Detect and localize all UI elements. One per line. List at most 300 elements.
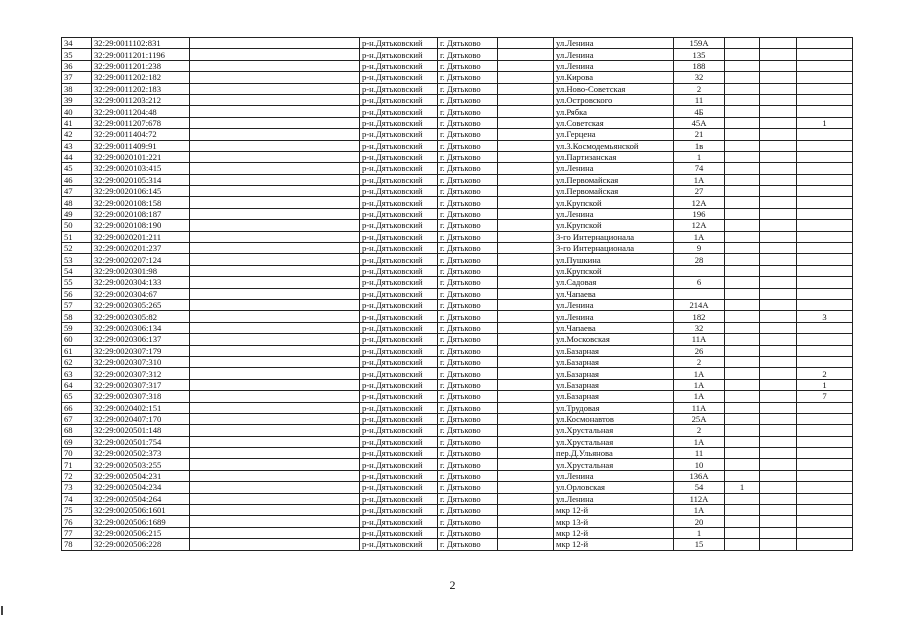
district-cell: р-н.Дятьковский bbox=[360, 129, 438, 140]
district-cell: р-н.Дятьковский bbox=[360, 436, 438, 447]
blank-cell-cell bbox=[498, 448, 554, 459]
street-cell: ул.Базарная bbox=[554, 368, 674, 379]
house-number-cell: 28 bbox=[674, 254, 725, 265]
blank-cell-cell bbox=[190, 459, 360, 470]
extra-cell-cell bbox=[725, 197, 760, 208]
blank-cell-cell bbox=[190, 391, 360, 402]
extra-cell-cell bbox=[725, 391, 760, 402]
street-cell: мкр 12-й bbox=[554, 527, 674, 538]
cadastral-number-cell: 32:29:0011202:183 bbox=[92, 83, 190, 94]
city-cell: г. Дятьково bbox=[438, 402, 498, 413]
district-cell: р-н.Дятьковский bbox=[360, 505, 438, 516]
extra-cell-cell bbox=[760, 208, 797, 219]
extra-cell-cell bbox=[725, 72, 760, 83]
blank-cell-cell bbox=[498, 539, 554, 550]
house-number-cell: 135 bbox=[674, 49, 725, 60]
house-number-cell: 196 bbox=[674, 208, 725, 219]
table-row bbox=[62, 288, 853, 299]
cadastral-number-cell: 32:29:0020207:124 bbox=[92, 254, 190, 265]
district-cell: р-н.Дятьковский bbox=[360, 311, 438, 322]
city-cell: г. Дятьково bbox=[438, 106, 498, 117]
city-cell: г. Дятьково bbox=[438, 539, 498, 550]
extra-cell-cell bbox=[760, 391, 797, 402]
cadastral-number-cell: 32:29:0020305:82 bbox=[92, 311, 190, 322]
extra-cell-cell bbox=[760, 470, 797, 481]
extra-cell-cell bbox=[725, 129, 760, 140]
extra-cell-cell bbox=[797, 539, 853, 550]
extra-cell-cell bbox=[797, 197, 853, 208]
city-cell: г. Дятьково bbox=[438, 470, 498, 481]
blank-cell-cell bbox=[498, 265, 554, 276]
table-row bbox=[62, 254, 853, 265]
extra-cell-cell bbox=[725, 208, 760, 219]
table-row bbox=[62, 345, 853, 356]
row-number-cell: 77 bbox=[62, 527, 92, 538]
table-row bbox=[62, 368, 853, 379]
extra-cell-cell bbox=[725, 402, 760, 413]
extra-cell-cell bbox=[797, 436, 853, 447]
cadastral-number-cell: 32:29:0020501:754 bbox=[92, 436, 190, 447]
house-number-cell: 21 bbox=[674, 129, 725, 140]
blank-cell-cell bbox=[190, 345, 360, 356]
cadastral-number-cell: 32:29:0020101:221 bbox=[92, 151, 190, 162]
cadastral-number-cell: 32:29:0020305:265 bbox=[92, 299, 190, 310]
cadastral-number-cell: 32:29:0020108:158 bbox=[92, 197, 190, 208]
district-cell: р-н.Дятьковский bbox=[360, 72, 438, 83]
city-cell: г. Дятьково bbox=[438, 94, 498, 105]
extra-cell-cell bbox=[797, 482, 853, 493]
row-number-cell: 36 bbox=[62, 60, 92, 71]
table-row bbox=[62, 299, 853, 310]
extra-cell-cell: 7 bbox=[797, 391, 853, 402]
extra-cell-cell bbox=[725, 345, 760, 356]
row-number-cell: 56 bbox=[62, 288, 92, 299]
extra-cell-cell bbox=[797, 334, 853, 345]
street-cell: ул.Кирова bbox=[554, 72, 674, 83]
blank-cell-cell bbox=[190, 311, 360, 322]
row-number-cell: 52 bbox=[62, 243, 92, 254]
district-cell: р-н.Дятьковский bbox=[360, 413, 438, 424]
table-row bbox=[62, 493, 853, 504]
house-number-cell: 214А bbox=[674, 299, 725, 310]
street-cell: ул.Ленина bbox=[554, 163, 674, 174]
house-number-cell: 2 bbox=[674, 83, 725, 94]
street-cell: ул.Ленина bbox=[554, 299, 674, 310]
extra-cell-cell bbox=[797, 505, 853, 516]
cadastral-number-cell: 32:29:0020506:215 bbox=[92, 527, 190, 538]
blank-cell-cell bbox=[190, 334, 360, 345]
table-row bbox=[62, 231, 853, 242]
cadastral-number-cell: 32:29:0011207:678 bbox=[92, 117, 190, 128]
table-row bbox=[62, 106, 853, 117]
cadastral-number-cell: 32:29:0020504:264 bbox=[92, 493, 190, 504]
street-cell: ул.Базарная bbox=[554, 356, 674, 367]
district-cell: р-н.Дятьковский bbox=[360, 345, 438, 356]
extra-cell-cell bbox=[725, 220, 760, 231]
row-number-cell: 62 bbox=[62, 356, 92, 367]
blank-cell-cell bbox=[190, 277, 360, 288]
street-cell: ул.Партизанская bbox=[554, 151, 674, 162]
blank-cell-cell bbox=[190, 151, 360, 162]
extra-cell-cell bbox=[725, 470, 760, 481]
cadastral-number-cell: 32:29:0020502:373 bbox=[92, 448, 190, 459]
table-row bbox=[62, 413, 853, 424]
cadastral-number-cell: 32:29:0020506:228 bbox=[92, 539, 190, 550]
extra-cell-cell bbox=[725, 459, 760, 470]
table-row bbox=[62, 83, 853, 94]
city-cell: г. Дятьково bbox=[438, 83, 498, 94]
cadastral-number-cell: 32:29:0020307:310 bbox=[92, 356, 190, 367]
row-number-cell: 59 bbox=[62, 322, 92, 333]
house-number-cell: 15 bbox=[674, 539, 725, 550]
cadastral-number-cell: 32:29:0020108:187 bbox=[92, 208, 190, 219]
blank-cell-cell bbox=[190, 368, 360, 379]
row-number-cell: 68 bbox=[62, 425, 92, 436]
street-cell: мкр 12-й bbox=[554, 539, 674, 550]
city-cell: г. Дятьково bbox=[438, 299, 498, 310]
table-row bbox=[62, 277, 853, 288]
blank-cell-cell bbox=[498, 174, 554, 185]
city-cell: г. Дятьково bbox=[438, 425, 498, 436]
district-cell: р-н.Дятьковский bbox=[360, 197, 438, 208]
extra-cell-cell bbox=[797, 299, 853, 310]
row-number-cell: 75 bbox=[62, 505, 92, 516]
city-cell: г. Дятьково bbox=[438, 243, 498, 254]
city-cell: г. Дятьково bbox=[438, 38, 498, 49]
house-number-cell: 9 bbox=[674, 243, 725, 254]
extra-cell-cell bbox=[725, 163, 760, 174]
street-cell: ул.Первомайская bbox=[554, 174, 674, 185]
extra-cell-cell bbox=[797, 83, 853, 94]
house-number-cell: 1А bbox=[674, 174, 725, 185]
row-number-cell: 51 bbox=[62, 231, 92, 242]
house-number-cell: 12А bbox=[674, 197, 725, 208]
row-number-cell: 42 bbox=[62, 129, 92, 140]
table-row bbox=[62, 356, 853, 367]
row-number-cell: 49 bbox=[62, 208, 92, 219]
city-cell: г. Дятьково bbox=[438, 334, 498, 345]
extra-cell-cell bbox=[760, 311, 797, 322]
extra-cell-cell bbox=[725, 505, 760, 516]
row-number-cell: 35 bbox=[62, 49, 92, 60]
house-number-cell: 4Б bbox=[674, 106, 725, 117]
street-cell: ул.Трудовая bbox=[554, 402, 674, 413]
table-row bbox=[62, 379, 853, 390]
blank-cell-cell bbox=[190, 197, 360, 208]
blank-cell-cell bbox=[190, 516, 360, 527]
row-number-cell: 47 bbox=[62, 186, 92, 197]
city-cell: г. Дятьково bbox=[438, 163, 498, 174]
blank-cell-cell bbox=[498, 459, 554, 470]
blank-cell-cell bbox=[498, 425, 554, 436]
street-cell: ул.Ленина bbox=[554, 470, 674, 481]
row-number-cell: 58 bbox=[62, 311, 92, 322]
extra-cell-cell bbox=[760, 379, 797, 390]
extra-cell-cell bbox=[725, 516, 760, 527]
street-cell: мкр 13-й bbox=[554, 516, 674, 527]
extra-cell-cell bbox=[797, 470, 853, 481]
cadastral-number-cell: 32:29:0020304:67 bbox=[92, 288, 190, 299]
table-row bbox=[62, 482, 853, 493]
extra-cell-cell bbox=[760, 539, 797, 550]
table-row bbox=[62, 72, 853, 83]
city-cell: г. Дятьково bbox=[438, 186, 498, 197]
cadastral-number-cell: 32:29:0011204:48 bbox=[92, 106, 190, 117]
blank-cell-cell bbox=[190, 482, 360, 493]
extra-cell-cell bbox=[797, 265, 853, 276]
house-number-cell: 1 bbox=[674, 151, 725, 162]
row-number-cell: 41 bbox=[62, 117, 92, 128]
district-cell: р-н.Дятьковский bbox=[360, 231, 438, 242]
district-cell: р-н.Дятьковский bbox=[360, 186, 438, 197]
row-number-cell: 69 bbox=[62, 436, 92, 447]
extra-cell-cell bbox=[760, 516, 797, 527]
district-cell: р-н.Дятьковский bbox=[360, 265, 438, 276]
table-row bbox=[62, 186, 853, 197]
blank-cell-cell bbox=[498, 379, 554, 390]
row-number-cell: 67 bbox=[62, 413, 92, 424]
extra-cell-cell bbox=[725, 527, 760, 538]
blank-cell-cell bbox=[498, 140, 554, 151]
extra-cell-cell bbox=[760, 60, 797, 71]
cadastral-number-cell: 32:29:0020306:134 bbox=[92, 322, 190, 333]
extra-cell-cell bbox=[725, 436, 760, 447]
extra-cell-cell bbox=[725, 38, 760, 49]
extra-cell-cell bbox=[797, 140, 853, 151]
district-cell: р-н.Дятьковский bbox=[360, 482, 438, 493]
city-cell: г. Дятьково bbox=[438, 140, 498, 151]
house-number-cell bbox=[674, 288, 725, 299]
city-cell: г. Дятьково bbox=[438, 60, 498, 71]
table-row bbox=[62, 436, 853, 447]
table-row bbox=[62, 140, 853, 151]
extra-cell-cell bbox=[797, 322, 853, 333]
extra-cell-cell bbox=[797, 174, 853, 185]
city-cell: г. Дятьково bbox=[438, 493, 498, 504]
extra-cell-cell bbox=[725, 186, 760, 197]
row-number-cell: 54 bbox=[62, 265, 92, 276]
city-cell: г. Дятьково bbox=[438, 72, 498, 83]
district-cell: р-н.Дятьковский bbox=[360, 163, 438, 174]
extra-cell-cell bbox=[797, 151, 853, 162]
blank-cell-cell bbox=[498, 322, 554, 333]
district-cell: р-н.Дятьковский bbox=[360, 49, 438, 60]
street-cell: ул.Герцена bbox=[554, 129, 674, 140]
cadastral-number-cell: 32:29:0020306:137 bbox=[92, 334, 190, 345]
extra-cell-cell bbox=[760, 288, 797, 299]
blank-cell-cell bbox=[190, 527, 360, 538]
district-cell: р-н.Дятьковский bbox=[360, 208, 438, 219]
row-number-cell: 70 bbox=[62, 448, 92, 459]
table-row bbox=[62, 49, 853, 60]
blank-cell-cell bbox=[190, 413, 360, 424]
street-cell: ул.Ленина bbox=[554, 208, 674, 219]
blank-cell-cell bbox=[498, 60, 554, 71]
row-number-cell: 34 bbox=[62, 38, 92, 49]
extra-cell-cell bbox=[760, 299, 797, 310]
house-number-cell: 12А bbox=[674, 220, 725, 231]
extra-cell-cell bbox=[725, 49, 760, 60]
extra-cell-cell bbox=[725, 243, 760, 254]
street-cell: мкр 12-й bbox=[554, 505, 674, 516]
cadastral-number-cell: 32:29:0011404:72 bbox=[92, 129, 190, 140]
extra-cell-cell bbox=[760, 231, 797, 242]
extra-cell-cell bbox=[725, 277, 760, 288]
extra-cell-cell bbox=[760, 482, 797, 493]
extra-cell-cell bbox=[797, 186, 853, 197]
extra-cell-cell bbox=[760, 94, 797, 105]
city-cell: г. Дятьково bbox=[438, 413, 498, 424]
table-row bbox=[62, 38, 853, 49]
street-cell: ул.Крупской bbox=[554, 197, 674, 208]
table-row bbox=[62, 459, 853, 470]
city-cell: г. Дятьково bbox=[438, 254, 498, 265]
cadastral-number-cell: 32:29:0020504:234 bbox=[92, 482, 190, 493]
blank-cell-cell bbox=[498, 402, 554, 413]
cadastral-number-cell: 32:29:0020501:148 bbox=[92, 425, 190, 436]
blank-cell-cell bbox=[498, 288, 554, 299]
district-cell: р-н.Дятьковский bbox=[360, 470, 438, 481]
row-number-cell: 46 bbox=[62, 174, 92, 185]
extra-cell-cell bbox=[760, 220, 797, 231]
city-cell: г. Дятьково bbox=[438, 516, 498, 527]
table-row bbox=[62, 322, 853, 333]
city-cell: г. Дятьково bbox=[438, 265, 498, 276]
extra-cell-cell bbox=[760, 243, 797, 254]
blank-cell-cell bbox=[498, 311, 554, 322]
row-number-cell: 48 bbox=[62, 197, 92, 208]
house-number-cell: 1А bbox=[674, 231, 725, 242]
blank-cell-cell bbox=[190, 231, 360, 242]
cadastral-number-cell: 32:29:0011201:1196 bbox=[92, 49, 190, 60]
street-cell: ул.Московская bbox=[554, 334, 674, 345]
table-row bbox=[62, 516, 853, 527]
blank-cell-cell bbox=[498, 220, 554, 231]
row-number-cell: 38 bbox=[62, 83, 92, 94]
house-number-cell: 26 bbox=[674, 345, 725, 356]
district-cell: р-н.Дятьковский bbox=[360, 106, 438, 117]
district-cell: р-н.Дятьковский bbox=[360, 459, 438, 470]
house-number-cell: 1 bbox=[674, 527, 725, 538]
city-cell: г. Дятьково bbox=[438, 505, 498, 516]
cadastral-number-cell: 32:29:0020506:1689 bbox=[92, 516, 190, 527]
row-number-cell: 37 bbox=[62, 72, 92, 83]
blank-cell-cell bbox=[498, 277, 554, 288]
extra-cell-cell bbox=[725, 60, 760, 71]
street-cell: ул.Ленина bbox=[554, 493, 674, 504]
extra-cell-cell bbox=[797, 345, 853, 356]
house-number-cell: 1А bbox=[674, 505, 725, 516]
city-cell: г. Дятьково bbox=[438, 311, 498, 322]
extra-cell-cell bbox=[760, 436, 797, 447]
extra-cell-cell bbox=[797, 243, 853, 254]
cadastral-number-cell: 32:29:0020301:98 bbox=[92, 265, 190, 276]
row-number-cell: 61 bbox=[62, 345, 92, 356]
district-cell: р-н.Дятьковский bbox=[360, 117, 438, 128]
blank-cell-cell bbox=[190, 539, 360, 550]
extra-cell-cell bbox=[725, 288, 760, 299]
extra-cell-cell bbox=[760, 163, 797, 174]
street-cell: ул.Ленина bbox=[554, 60, 674, 71]
street-cell: ул.Базарная bbox=[554, 345, 674, 356]
cadastral-number-cell: 32:29:0020103:415 bbox=[92, 163, 190, 174]
row-number-cell: 73 bbox=[62, 482, 92, 493]
district-cell: р-н.Дятьковский bbox=[360, 94, 438, 105]
district-cell: р-н.Дятьковский bbox=[360, 277, 438, 288]
house-number-cell: 1А bbox=[674, 391, 725, 402]
city-cell: г. Дятьково bbox=[438, 277, 498, 288]
table-row bbox=[62, 129, 853, 140]
blank-cell-cell bbox=[190, 448, 360, 459]
blank-cell-cell bbox=[498, 482, 554, 493]
table-row bbox=[62, 94, 853, 105]
extra-cell-cell bbox=[725, 311, 760, 322]
blank-cell-cell bbox=[190, 322, 360, 333]
house-number-cell bbox=[674, 265, 725, 276]
blank-cell-cell bbox=[190, 505, 360, 516]
table-row bbox=[62, 151, 853, 162]
extra-cell-cell bbox=[725, 83, 760, 94]
row-number-cell: 74 bbox=[62, 493, 92, 504]
cadastral-number-cell: 32:29:0020201:211 bbox=[92, 231, 190, 242]
extra-cell-cell bbox=[797, 413, 853, 424]
blank-cell-cell bbox=[190, 129, 360, 140]
street-cell: ул.Островского bbox=[554, 94, 674, 105]
cadastral-number-cell: 32:29:0011203:212 bbox=[92, 94, 190, 105]
city-cell: г. Дятьково bbox=[438, 368, 498, 379]
table-row bbox=[62, 311, 853, 322]
district-cell: р-н.Дятьковский bbox=[360, 322, 438, 333]
extra-cell-cell bbox=[760, 493, 797, 504]
extra-cell-cell bbox=[760, 140, 797, 151]
blank-cell-cell bbox=[498, 197, 554, 208]
extra-cell-cell bbox=[725, 151, 760, 162]
blank-cell-cell bbox=[190, 470, 360, 481]
house-number-cell: 1А bbox=[674, 379, 725, 390]
extra-cell-cell: 1 bbox=[797, 117, 853, 128]
extra-cell-cell bbox=[760, 425, 797, 436]
row-number-cell: 64 bbox=[62, 379, 92, 390]
blank-cell-cell bbox=[190, 220, 360, 231]
cadastral-number-cell: 32:29:0020307:312 bbox=[92, 368, 190, 379]
blank-cell-cell bbox=[190, 299, 360, 310]
extra-cell-cell bbox=[725, 322, 760, 333]
district-cell: р-н.Дятьковский bbox=[360, 140, 438, 151]
cadastral-number-cell: 32:29:0020307:179 bbox=[92, 345, 190, 356]
city-cell: г. Дятьково bbox=[438, 220, 498, 231]
district-cell: р-н.Дятьковский bbox=[360, 527, 438, 538]
extra-cell-cell bbox=[760, 413, 797, 424]
city-cell: г. Дятьково bbox=[438, 459, 498, 470]
extra-cell-cell bbox=[797, 493, 853, 504]
table-row bbox=[62, 117, 853, 128]
row-number-cell: 39 bbox=[62, 94, 92, 105]
street-cell: ул.Хрустальная bbox=[554, 436, 674, 447]
blank-cell-cell bbox=[190, 106, 360, 117]
table-row bbox=[62, 470, 853, 481]
extra-cell-cell bbox=[760, 254, 797, 265]
table-row bbox=[62, 334, 853, 345]
row-number-cell: 50 bbox=[62, 220, 92, 231]
extra-cell-cell bbox=[760, 49, 797, 60]
extra-cell-cell bbox=[725, 425, 760, 436]
row-number-cell: 40 bbox=[62, 106, 92, 117]
blank-cell-cell bbox=[498, 345, 554, 356]
blank-cell-cell bbox=[498, 368, 554, 379]
blank-cell-cell bbox=[498, 493, 554, 504]
blank-cell-cell bbox=[498, 208, 554, 219]
city-cell: г. Дятьково bbox=[438, 49, 498, 60]
